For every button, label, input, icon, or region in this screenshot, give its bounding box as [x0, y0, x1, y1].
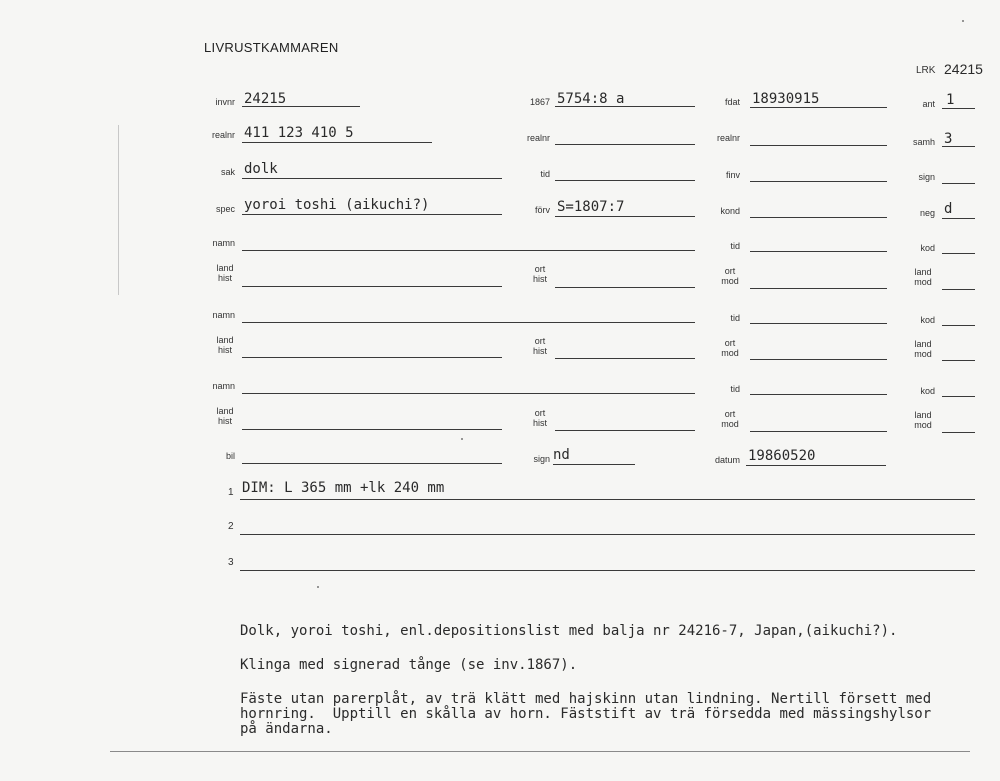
- land-label-1b: land: [914, 267, 932, 277]
- land-label-1: land: [216, 263, 234, 273]
- sign-line-1: [942, 183, 975, 184]
- ort-label-3b: ort: [724, 409, 736, 419]
- note-line-1: [240, 499, 975, 500]
- fdat-label: fdat: [724, 97, 740, 107]
- ant-line: [942, 108, 975, 109]
- tid-line-2: [750, 251, 887, 252]
- land-label-2b: land: [914, 339, 932, 349]
- ort-hist-line-1: [555, 287, 695, 288]
- finv-label: finv: [725, 170, 740, 180]
- sak-value: dolk: [244, 161, 278, 177]
- mod-label-3b: mod: [914, 420, 932, 430]
- realnr-line-3: [750, 145, 887, 146]
- land-hist-line-2: [242, 357, 502, 358]
- hist-label-3b: hist: [532, 418, 547, 428]
- tid-label-1: tid: [540, 169, 550, 179]
- ant-label: ant: [922, 99, 935, 109]
- spec-label: spec: [215, 204, 235, 214]
- bil-line: [242, 463, 502, 464]
- 1867-value: 5754:8 a: [557, 91, 625, 107]
- forv-label: förv: [534, 205, 550, 215]
- land-hist-line-1: [242, 286, 502, 287]
- kod-line-1: [942, 253, 975, 254]
- datum-label: datum: [714, 455, 740, 465]
- ort-label-2a: ort: [534, 336, 546, 346]
- institution-title: LIVRUSTKAMMAREN: [204, 40, 339, 55]
- spec-line: [242, 214, 502, 215]
- datum-value: 19860520: [748, 448, 816, 464]
- ort-label-2b: ort: [724, 338, 736, 348]
- hist-label-3: hist: [217, 416, 232, 426]
- scan-speck: [962, 20, 964, 22]
- ort-hist-line-2: [555, 358, 695, 359]
- land-mod-line-1: [942, 289, 975, 290]
- description-paragraph-2: Klinga med signerad tånge (se inv.1867).: [240, 657, 578, 673]
- samh-value: 3: [944, 131, 953, 147]
- mod-label-2a: mod: [721, 348, 739, 358]
- land-label-3b: land: [914, 410, 932, 420]
- neg-line: [942, 218, 975, 219]
- scan-speck: [317, 586, 319, 588]
- mod-label-3a: mod: [721, 419, 739, 429]
- kond-label: kond: [720, 206, 740, 216]
- land-mod-line-3: [942, 432, 975, 433]
- sign-label-1: sign: [918, 172, 935, 182]
- bottom-rule: [110, 751, 970, 752]
- realnr-line-2: [555, 144, 695, 145]
- invnr-line: [242, 106, 360, 107]
- samh-line: [942, 146, 975, 147]
- sak-label: sak: [220, 167, 235, 177]
- sign-value: nd: [553, 447, 570, 463]
- datum-line: [746, 465, 886, 466]
- tid-line-1: [555, 180, 695, 181]
- land-mod-line-2: [942, 360, 975, 361]
- forv-line: [555, 216, 695, 217]
- note-number-1: 1: [228, 487, 234, 498]
- forv-value: S=1807:7: [557, 199, 625, 215]
- ort-label-3a: ort: [534, 408, 546, 418]
- mod-label-1a: mod: [721, 276, 739, 286]
- ort-label-1a: ort: [534, 264, 546, 274]
- land-label-2: land: [216, 335, 234, 345]
- namn-line-3: [242, 393, 695, 394]
- lrk-label: LRK: [916, 65, 936, 76]
- namn-label-1: namn: [212, 238, 235, 248]
- realnr-label-2: realnr: [526, 133, 550, 143]
- note-text-1: DIM: L 365 mm +lk 240 mm: [242, 480, 445, 496]
- kond-line: [750, 217, 887, 218]
- note-number-2: 2: [228, 521, 234, 532]
- lrk-number: 24215: [944, 61, 983, 77]
- land-hist-line-3: [242, 429, 502, 430]
- sak-line: [242, 178, 502, 179]
- fdat-line: [750, 107, 887, 108]
- realnr-label-3: realnr: [716, 133, 740, 143]
- scan-speck: [461, 438, 463, 440]
- tid-line-3: [750, 323, 887, 324]
- neg-label: neg: [919, 208, 935, 218]
- hist-label-1: hist: [217, 273, 232, 283]
- kod-label-2: kod: [920, 315, 935, 325]
- hist-label-2b: hist: [532, 346, 547, 356]
- tid-label-4: tid: [730, 384, 740, 394]
- tid-label-3: tid: [730, 313, 740, 323]
- tid-line-4: [750, 394, 887, 395]
- kod-line-3: [942, 396, 975, 397]
- mod-label-1b: mod: [914, 277, 932, 287]
- neg-value: d: [944, 201, 953, 217]
- 1867-label: 1867: [529, 97, 550, 107]
- realnr-label-1: realnr: [211, 130, 235, 140]
- ort-hist-line-3: [555, 430, 695, 431]
- realnr-line-1: [242, 142, 432, 143]
- hist-label-1b: hist: [532, 274, 547, 284]
- ort-mod-line-1: [750, 288, 887, 289]
- spec-value: yoroi toshi (aikuchi?): [244, 197, 430, 213]
- ort-mod-line-3: [750, 431, 887, 432]
- bil-label: bil: [225, 451, 235, 461]
- kod-line-2: [942, 325, 975, 326]
- ort-label-1b: ort: [724, 266, 736, 276]
- ort-mod-line-2: [750, 359, 887, 360]
- namn-line-2: [242, 322, 695, 323]
- 1867-line: [555, 106, 695, 107]
- namn-label-3: namn: [212, 381, 235, 391]
- land-label-3: land: [216, 406, 234, 416]
- fdat-value: 18930915: [752, 91, 820, 107]
- kod-label-1: kod: [920, 243, 935, 253]
- tid-label-2: tid: [730, 241, 740, 251]
- invnr-label: invnr: [215, 97, 235, 107]
- description-paragraph-3: Fäste utan parerplåt, av trä klätt med hajskinn utan lindning. Nertill försett med hornring. Upptill en skålla av horn. Fäststift av trä försedda med mässingshylsor på ändarna.: [240, 691, 932, 737]
- note-number-3: 3: [228, 557, 234, 568]
- samh-label: samh: [912, 137, 935, 147]
- finv-line: [750, 181, 887, 182]
- invnr-value: 24215: [244, 91, 287, 107]
- description-paragraph-1: Dolk, yoroi toshi, enl.depositionslist med balja nr 24216-7, Japan,(aikuchi?).: [240, 623, 898, 639]
- sign-label-2: sign: [533, 454, 550, 464]
- hist-label-2: hist: [217, 345, 232, 355]
- note-line-2: [240, 534, 975, 535]
- ant-value: 1: [946, 92, 955, 108]
- note-line-3: [240, 570, 975, 571]
- namn-label-2: namn: [212, 310, 235, 320]
- mod-label-2b: mod: [914, 349, 932, 359]
- margin-mark: [118, 125, 119, 295]
- namn-line-1: [242, 250, 695, 251]
- kod-label-3: kod: [920, 386, 935, 396]
- realnr-value: 411 123 410 5: [244, 125, 354, 141]
- sign-line-2: [553, 464, 635, 465]
